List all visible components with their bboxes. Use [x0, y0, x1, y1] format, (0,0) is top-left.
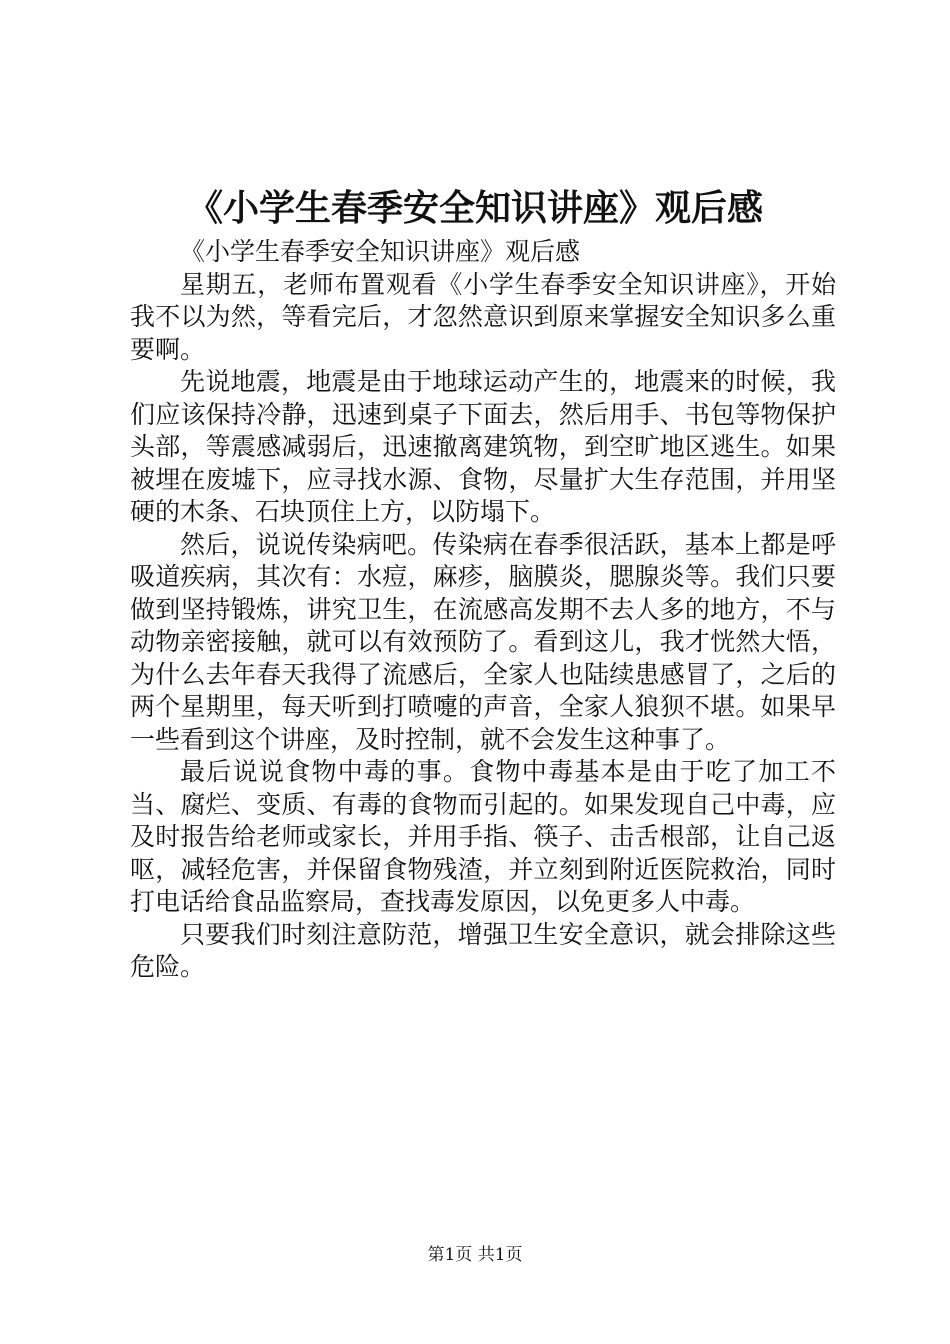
document-title: 《小学生春季安全知识讲座》观后感: [186, 187, 763, 229]
paragraph-food-poisoning: 最后说说食物中毒的事。食物中毒基本是由于吃了加工不当、腐烂、变质、有毒的食物而引起的。如果发现自己中毒，应及时报告给老师或家长，并用手指、筷子、击舌根部，让自己返呕，减轻危害，并保留食物残渣，并立刻到附近医院救治，同时打电话给食品监察局，查找毒发原因，以免更多人中毒。: [130, 757, 836, 916]
paragraph-intro: 星期五，老师布置观看《小学生春季安全知识讲座》，开始我不以为然，等看完后，才忽然意识到原来掌握安全知识多么重要啊。: [130, 269, 836, 364]
document-body: [130, 236, 836, 984]
paragraph-infectious-disease: 然后，说说传染病吧。传染病在春季很活跃，基本上都是呼吸道疾病，其次有：水痘，麻疹，脑膜炎，腮腺炎等。我们只要做到坚持锻炼，讲究卫生，在流感高发期不去人多的地方，不与动物亲密接触，就可以有效预防了。看到这儿，我才恍然大悟，为什么去年春天我得了流感后，全家人也陆续患感冒了，之后的两个星期里，每天听到打喷嚏的声音，全家人狼狈不堪。如果早一些看到这个讲座，及时控制，就不会发生这种事了。: [130, 529, 836, 754]
paragraph-subtitle: 《小学生春季安全知识讲座》观后感: [180, 237, 581, 266]
paragraph-earthquake: 先说地震，地震是由于地球运动产生的，地震来的时候，我们应该保持冷静，迅速到桌子下面去，然后用手、书包等物保护头部，等震感减弱后，迅速撤离建筑物，到空旷地区逃生。如果被埋在废墟下，应寻找水源、食物，尽量扩大生存范围，并用坚硬的木条、石块顶住上方，以防塌下。: [130, 367, 836, 526]
page-footer: 第1页 共1页: [427, 1245, 523, 1265]
paragraph-conclusion: 只要我们时刻注意防范，增强卫生安全意识，就会排除这些危险。: [130, 919, 836, 981]
